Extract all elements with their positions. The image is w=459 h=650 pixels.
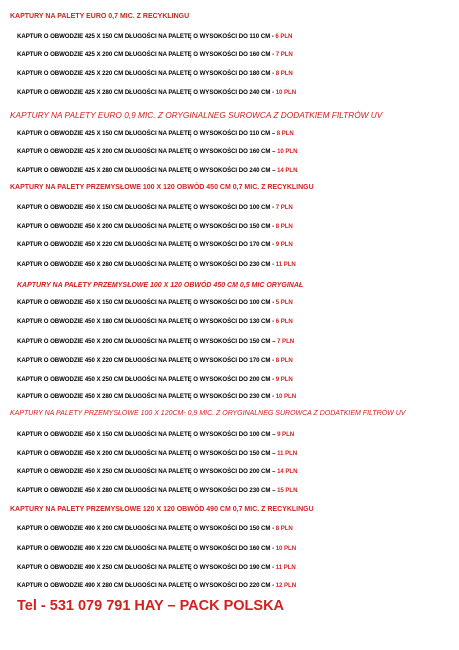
item-description: KAPTUR O OBWODZIE 450 X 280 CM DŁUGOŚCI NA PALETĘ O WYSOKOŚCI DO 230 CM - bbox=[17, 261, 276, 268]
list-item bbox=[17, 564, 296, 571]
item-price: 11 PLN bbox=[277, 450, 298, 457]
list-item bbox=[17, 223, 293, 230]
item-description: KAPTUR O OBWODZIE 490 X 220 CM DŁUGOŚCI NA PALETĘ O WYSOKOŚCI DO 160 CM - bbox=[17, 545, 276, 552]
item-price: 8 PLN bbox=[276, 130, 294, 137]
item-description: KAPTUR O OBWODZIE 450 X 250 CM DŁUGOŚCI NA PALETĘ O WYSOKOŚCI DO 200 CM – bbox=[17, 468, 278, 475]
list-item bbox=[17, 89, 296, 96]
item-price: 15 PLN bbox=[277, 487, 298, 494]
section-heading: KAPTURY NA PALETY PRZEMYSŁOWE 100 X 120CM- 0,9 MIC. Z ORYGINALNEG SUROWCA Z DODATKIEM FILTRÓW UV bbox=[10, 410, 406, 417]
item-price: 9 PLN bbox=[277, 431, 295, 438]
item-description: KAPTUR O OBWODZIE 450 X 200 CM DŁUGOŚCI NA PALETĘ O WYSOKOŚCI DO 150 CM – bbox=[17, 450, 278, 457]
item-description: KAPTUR O OBWODZIE 450 X 180 CM DŁUGOŚCI NA PALETĘ O WYSOKOŚCI DO 130 CM - bbox=[17, 318, 276, 325]
item-price: 14 PLN bbox=[277, 167, 298, 174]
item-price: 10 PLN bbox=[275, 545, 297, 552]
item-description: KAPTUR O OBWODZIE 425 X 280 CM DŁUGOŚCI NA PALETĘ O WYSOKOŚCI DO 240 CM – bbox=[17, 167, 278, 174]
section-heading: KAPTURY NA PALETY EURO 0,9 MIC. Z ORYGINALNEG SUROWCA Z DODATKIEM FILTRÓW UV bbox=[10, 110, 383, 120]
item-description: KAPTUR O OBWODZIE 450 X 250 CM DŁUGOŚCI NA PALETĘ O WYSOKOŚCI DO 200 CM - bbox=[17, 376, 276, 383]
list-item bbox=[17, 338, 294, 345]
item-description: KAPTUR O OBWODZIE 425 X 200 CM DŁUGOŚCI NA PALETĘ O WYSOKOŚCI DO 160 CM - bbox=[17, 51, 276, 58]
item-description: KAPTUR O OBWODZIE 450 X 200 CM DŁUGOŚCI NA PALETĘ O WYSOKOŚCI DO 150 CM - bbox=[17, 223, 276, 230]
item-price: 8 PLN bbox=[275, 525, 293, 532]
item-price: 5 PLN bbox=[275, 299, 293, 306]
item-price: 7 PLN bbox=[275, 51, 293, 58]
list-item bbox=[17, 582, 296, 589]
section-heading: KAPTURY NA PALETY PRZEMYSŁOWE 100 X 120 OBWÓD 450 CM 0,5 MIC ORYGINAŁ bbox=[17, 282, 304, 289]
list-item bbox=[17, 376, 293, 383]
item-description: KAPTUR O OBWODZIE 490 X 280 CM DŁUGOŚCI NA PALETĘ O WYSOKOŚCI DO 220 CM - bbox=[17, 582, 276, 589]
item-price: 9 PLN bbox=[275, 241, 293, 248]
item-price: 9 PLN bbox=[275, 376, 293, 383]
list-item bbox=[17, 487, 297, 494]
item-price: 8 PLN bbox=[275, 223, 293, 230]
item-description: KAPTUR O OBWODZIE 490 X 250 CM DŁUGOŚCI NA PALETĘ O WYSOKOŚCI DO 190 CM - bbox=[17, 564, 276, 571]
item-description: KAPTUR O OBWODZIE 425 X 150 CM DŁUGOŚCI NA PALETĘ O WYSOKOŚCI DO 110 CM - bbox=[17, 33, 276, 40]
list-item bbox=[17, 204, 293, 211]
list-item bbox=[17, 318, 293, 325]
item-description: KAPTUR O OBWODZIE 450 X 220 CM DŁUGOŚCI NA PALETĘ O WYSOKOŚCI DO 170 CM - bbox=[17, 357, 276, 364]
item-description: KAPTUR O OBWODZIE 425 X 220 CM DŁUGOŚCI NA PALETĘ O WYSOKOŚCI DO 180 CM - bbox=[17, 70, 276, 77]
section-heading: KAPTURY NA PALETY PRZEMYSŁOWE 100 X 120 OBWÓD 450 CM 0,7 MIC. Z RECYKLINGU bbox=[10, 184, 314, 191]
list-item bbox=[17, 431, 294, 438]
list-item bbox=[17, 261, 296, 268]
item-description: KAPTUR O OBWODZIE 450 X 220 CM DŁUGOŚCI NA PALETĘ O WYSOKOŚCI DO 170 CM - bbox=[17, 241, 276, 248]
item-description: KAPTUR O OBWODZIE 425 X 200 CM DŁUGOŚCI NA PALETĘ O WYSOKOŚCI DO 160 CM – bbox=[17, 148, 278, 155]
item-price: 10 PLN bbox=[275, 393, 297, 400]
list-item bbox=[17, 130, 294, 137]
list-item bbox=[17, 167, 297, 174]
list-item bbox=[17, 70, 293, 77]
list-item bbox=[17, 51, 293, 58]
item-price: 7 PLN bbox=[275, 204, 293, 211]
item-description: KAPTUR O OBWODZIE 425 X 150 CM DŁUGOŚCI NA PALETĘ O WYSOKOŚCI DO 110 CM – bbox=[17, 130, 277, 137]
item-price: 8 PLN bbox=[275, 357, 293, 364]
item-price: 10 PLN bbox=[277, 148, 298, 155]
section-heading: KAPTURY NA PALETY EURO 0,7 MIC. Z RECYKLINGU bbox=[10, 13, 190, 20]
list-item bbox=[17, 525, 293, 532]
list-item bbox=[17, 33, 292, 40]
item-description: KAPTUR O OBWODZIE 425 X 280 CM DŁUGOŚCI NA PALETĘ O WYSOKOŚCI DO 240 CM - bbox=[17, 89, 276, 96]
item-price: 7 PLN bbox=[277, 338, 295, 345]
item-description: KAPTUR O OBWODZIE 450 X 200 CM DŁUGOŚCI NA PALETĘ O WYSOKOŚCI DO 150 CM – bbox=[17, 338, 278, 345]
item-price: 12 PLN bbox=[275, 582, 297, 589]
item-price: 11 PLN bbox=[275, 261, 296, 268]
item-price: 8 PLN bbox=[275, 70, 293, 77]
list-item bbox=[17, 393, 296, 400]
list-item bbox=[17, 241, 293, 248]
list-item bbox=[17, 468, 297, 475]
item-price: 6 PLN bbox=[275, 318, 293, 325]
section-heading: KAPTURY NA PALETY PRZEMYSŁOWE 120 X 120 OBWÓD 490 CM 0,7 MIC. Z RECYKLINGU bbox=[10, 506, 314, 513]
item-price: 10 PLN bbox=[275, 89, 297, 96]
list-item bbox=[17, 148, 297, 155]
item-description: KAPTUR O OBWODZIE 450 X 150 CM DŁUGOŚCI NA PALETĘ O WYSOKOŚCI DO 100 CM - bbox=[17, 299, 276, 306]
item-description: KAPTUR O OBWODZIE 450 X 280 CM DŁUGOŚCI NA PALETĘ O WYSOKOŚCI DO 230 CM – bbox=[17, 487, 278, 494]
item-price: 6 PLN bbox=[275, 33, 293, 40]
item-description: KAPTUR O OBWODZIE 450 X 150 CM DŁUGOŚCI NA PALETĘ O WYSOKOŚCI DO 100 CM - bbox=[17, 204, 276, 211]
item-price: 11 PLN bbox=[275, 564, 296, 571]
list-item bbox=[17, 299, 293, 306]
list-item bbox=[17, 357, 293, 364]
item-price: 14 PLN bbox=[277, 468, 298, 475]
item-description: KAPTUR O OBWODZIE 450 X 280 CM DŁUGOŚCI NA PALETĘ O WYSOKOŚCI DO 230 CM - bbox=[17, 393, 276, 400]
item-description: KAPTUR O OBWODZIE 490 X 200 CM DŁUGOŚCI NA PALETĘ O WYSOKOŚCI DO 150 CM - bbox=[17, 525, 276, 532]
list-item bbox=[17, 450, 297, 457]
list-item bbox=[17, 545, 296, 552]
item-description: KAPTUR O OBWODZIE 450 X 150 CM DŁUGOŚCI NA PALETĘ O WYSOKOŚCI DO 100 CM – bbox=[17, 431, 278, 438]
contact-footer: Tel - 531 079 791 HAY – PACK POLSKA bbox=[17, 598, 285, 614]
